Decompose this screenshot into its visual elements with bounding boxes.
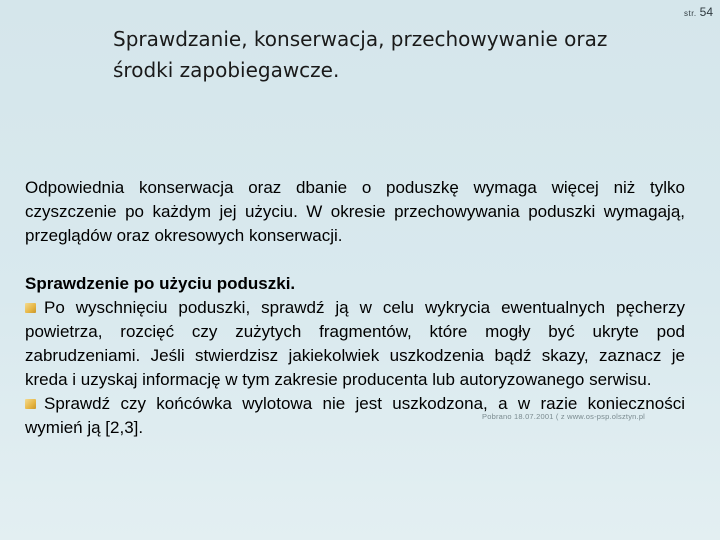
check-section-heading: Sprawdzenie po użyciu poduszki. xyxy=(25,274,296,293)
bullet-item-1-text: Po wyschnięciu poduszki, sprawdź ją w celu wykrycia ewentualnych pęcherzy powietrza, rozcięć czy zużytych fragmentów, które mogły być ukryte pod zabrudzeniami. Jeśli stwierdzisz jakiekolwiek uszkodzenia bądź skazy, zaznacz je kreda i uzyskaj informację w tym zakresie producenta lub autoryzowanego serwisu. xyxy=(25,298,685,389)
square-bullet-icon xyxy=(25,303,36,313)
page-number xyxy=(684,3,713,21)
square-bullet-icon xyxy=(25,399,36,409)
bullet-item-2-text: Sprawdź czy końcówka wylotowa nie jest uszkodzona, a w razie konieczności wymień ją [2,3]. xyxy=(25,394,685,437)
bullet-item-1 xyxy=(25,296,685,392)
page-number-prefix: str. xyxy=(683,9,697,18)
slide-title-line-2: środki zapobiegawcze. xyxy=(113,58,340,82)
slide-title xyxy=(113,24,673,86)
page-number-value: 54 xyxy=(699,5,713,19)
slide-title-line-1: Sprawdzanie, konserwacja, przechowywanie oraz xyxy=(113,27,608,51)
intro-paragraph: Odpowiednia konserwacja oraz dbanie o poduszkę wymaga więcej niż tylko czyszczenie po każdym jej użyciu. W okresie przechowywania poduszki wymagają, przeglądów oraz okresowych konserwacji. xyxy=(25,178,685,245)
download-note: Pobrano 18.07.2001 ( z www.os-psp.olsztyn.pl xyxy=(482,412,646,421)
